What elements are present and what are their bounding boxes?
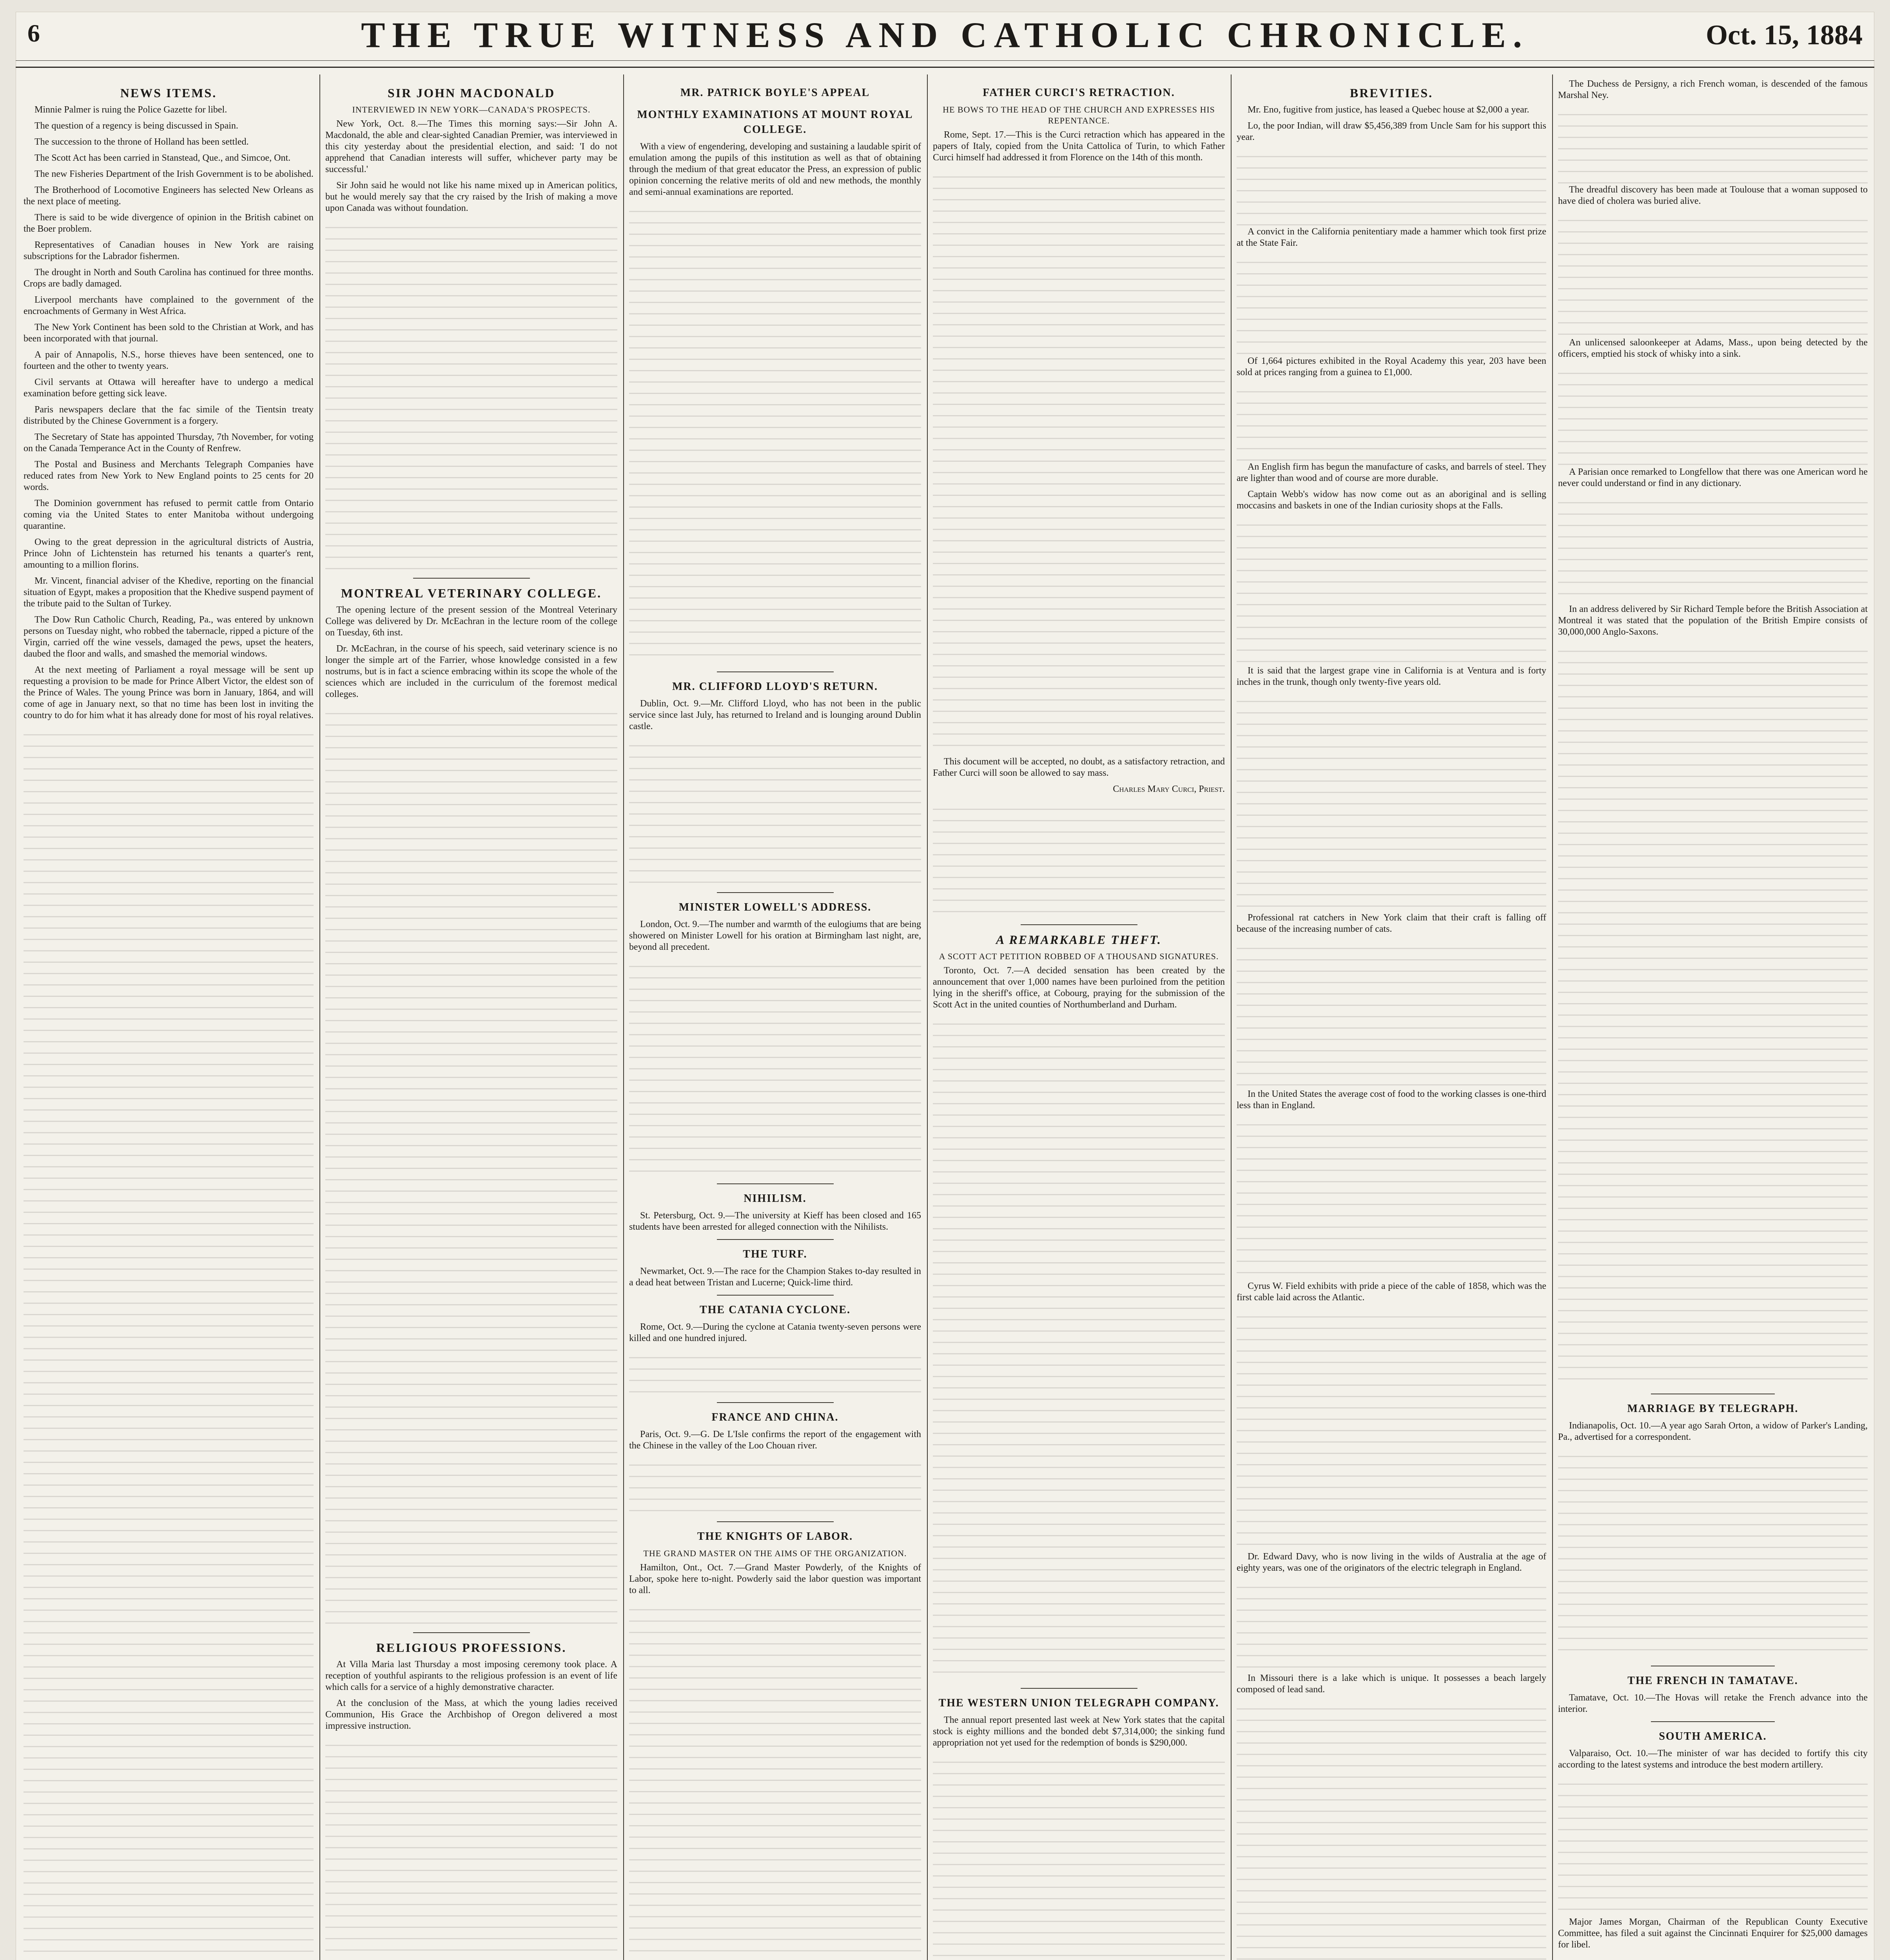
brevity-item: Dr. Edward Davy, who is now living in the wilds of Australia at the age of eighty years, was one of the originators of the electric telegraph in England.: [1237, 1552, 1546, 1573]
article-paragraph: Dr. McEachran, in the course of his speech, said veterinary science is no longer the simple art of the Farrier, whose knowledge consisted in a few nostrums, but is in fact a science embracing within its scope the whole of the sciences which are included in the curriculum of the foremost medical colleges.: [325, 644, 617, 699]
brevity-item: In Missouri there is a lake which is unique. It possesses a beach largely composed of lead sand.: [1237, 1673, 1546, 1695]
col2-subheading: INTERVIEWED IN NEW YORK—CANADA'S PROSPECTS.: [352, 105, 591, 114]
newspaper-title: THE TRUE WITNESS AND CATHOLIC CHRONICLE.: [361, 15, 1529, 55]
brevity-item: Mr. Eno, fugitive from justice, has leased a Quebec house at $2,000 a year.: [1248, 105, 1529, 115]
column-1: [24, 78, 314, 1960]
column-text-continuation: [325, 705, 617, 1626]
column-text-continuation: [1558, 1775, 1868, 1916]
col1-heading: NEWS ITEMS.: [120, 86, 217, 100]
section-separator: [717, 1402, 834, 1403]
column-text-continuation: [1558, 494, 1868, 604]
newspaper-page: [16, 12, 1874, 1960]
column-4: [933, 78, 1225, 1960]
brevity-item: In the United States the average cost of food to the working classes is one-third less than in England.: [1237, 1089, 1546, 1111]
column-text-continuation: [1237, 1308, 1546, 1551]
col3-subheading: MONTHLY EXAMINATIONS AT MOUNT ROYAL COLLEGE.: [637, 109, 913, 136]
column-text-continuation: [629, 737, 921, 886]
column-text-continuation: [933, 1015, 1225, 1682]
column-text-continuation: [1558, 365, 1868, 466]
brevity-item: An unlicensed saloonkeeper at Adams, Mass., upon being detected by the officers, emptied his stock of whisky into a sink.: [1558, 338, 1868, 359]
col3-heading-2: MR. CLIFFORD LLOYD'S RETURN.: [672, 681, 878, 693]
col2-heading: SIR JOHN MACDONALD: [387, 86, 555, 100]
article-paragraph: Rome, Sept. 17.—This is the Curci retraction which has appeared in the papers of Italy, copied from the Unita Cattolica of Turin, to which Father Curci himself had addressed it from Florence on the 14th of this month.: [933, 130, 1225, 163]
news-item: The Dominion government has refused to permit cattle from Ontario coming via the United States to enter Manitoba without undergoing quarantine.: [24, 498, 314, 531]
section-separator: [1021, 1688, 1137, 1689]
col6-heading: MARRIAGE BY TELEGRAPH.: [1627, 1403, 1799, 1415]
column-text-continuation: [1237, 254, 1546, 356]
column-text-continuation: [1237, 148, 1546, 226]
article-paragraph: With a view of engendering, developing and sustaining a laudable spirit of emulation among the pupils of this institution as well as that of obtaining through the medium of that great educator the Press, an expression of public opinion concerning the relative merits of old and new methods, the monthly and semi-annual examinations are reported.: [629, 142, 921, 197]
col5-heading: BREVITIES.: [1349, 86, 1433, 100]
column-text-continuation: [1237, 1116, 1546, 1281]
news-item: The drought in North and South Carolina has continued for three months. Crops are badly damaged.: [24, 267, 314, 289]
col3-heading-4: NIHILISM.: [744, 1192, 807, 1205]
column-divider: [1552, 74, 1553, 1960]
column-text-continuation: [629, 1456, 921, 1515]
article-paragraph: At Villa Maria last Thursday a most imposing ceremony took place. A reception of youthful aspirants to the religious profession is an event of life which calls for a service of a highly demonstrative character.: [325, 1659, 617, 1692]
news-item: Mr. Vincent, financial adviser of the Khedive, reporting on the financial situation of Egypt, makes a proposition that the Khedive suspend payment of the tribute paid to the Sultan of Turkey.: [24, 576, 314, 609]
column-3: [629, 78, 921, 1960]
col4-subheading: HE BOWS TO THE HEAD OF THE CHURCH AND EXPRESSES HIS REPENTANCE.: [943, 105, 1215, 125]
brevity-item: A convict in the California penitentiary made a hammer which took first prize at the State Fair.: [1237, 227, 1546, 248]
brevity-item: Captain Webb's widow has now come out as an aboriginal and is selling moccasins and baskets in one of the Indian curiosity shops at the Falls.: [1237, 489, 1546, 511]
col3-heading-7: FRANCE AND CHINA.: [711, 1411, 839, 1423]
news-item: The Dow Run Catholic Church, Reading, Pa., was entered by unknown persons on Tuesday night, who robbed the tabernacle, ripped a picture of the Virgin, carried off the wine vessels, damaged the pews, upset the heaters, daubed the floor and walls, and smashed the memorial windows.: [24, 615, 314, 659]
col3-heading: MR. PATRICK BOYLE'S APPEAL: [680, 87, 870, 99]
col3-heading-5: THE TURF.: [743, 1248, 807, 1260]
column-text-continuation: [1237, 1700, 1546, 1960]
col6-heading-3: SOUTH AMERICA.: [1659, 1730, 1767, 1742]
news-item: Representatives of Canadian houses in New York are raising subscriptions for the Labrador fishermen.: [24, 240, 314, 261]
column-text-continuation: [1558, 212, 1868, 337]
news-item: The new Fisheries Department of the Irish Government is to be abolished.: [34, 169, 314, 179]
column-divider: [927, 74, 928, 1960]
brevity-item: A Parisian once remarked to Longfellow that there was one American word he never could understand or find in any dictionary.: [1558, 467, 1868, 488]
brevity-item: Professional rat catchers in New York claim that their craft is falling off because of the increasing number of cats.: [1237, 913, 1546, 934]
article-paragraph: Dublin, Oct. 9.—Mr. Clifford Lloyd, who has not been in the public service since last July, has returned to Ireland and is lounging around Dublin castle.: [629, 699, 921, 731]
column-6: [1558, 78, 1868, 1960]
column-text-continuation: [1558, 106, 1868, 184]
column-text-continuation: [1237, 693, 1546, 912]
column-text-continuation: [1237, 383, 1546, 461]
article-paragraph: Rome, Oct. 9.—During the cyclone at Catania twenty-seven persons were killed and one hundred injured.: [629, 1322, 921, 1343]
col2-heading-3: RELIGIOUS PROFESSIONS.: [376, 1641, 567, 1655]
article-paragraph: Indianapolis, Oct. 10.—A year ago Sarah Orton, a widow of Parker's Landing, Pa., advertised for a correspondent.: [1558, 1421, 1868, 1442]
column-divider: [319, 74, 320, 1960]
col4-subheading-2: A SCOTT ACT PETITION ROBBED OF A THOUSAND SIGNATURES.: [939, 951, 1219, 961]
column-text-continuation: [629, 1601, 921, 1960]
col3-heading-6: THE CATANIA CYCLONE.: [699, 1304, 851, 1316]
article-paragraph: Toronto, Oct. 7.—A decided sensation has been created by the announcement that over 1,000 names have been purloined from the petition lying in the sheriff's office, at Cobourg, praying for the submission of the Scott Act in the united counties of Northumberland and Durham.: [933, 965, 1225, 1010]
news-item: At the next meeting of Parliament a royal message will be sent up requesting a provision to be made for Prince Albert Victor, the eldest son of the Prince of Wales. The young Prince was born in January, 1864, and will come of age in January next, so that no time has been lost in inviting the country to do for him what it has already done for most of his royal relatives.: [24, 665, 314, 720]
news-item: Liverpool merchants have complained to the government of the encroachments of Germany in West Africa.: [24, 295, 314, 316]
section-separator: [717, 1183, 834, 1184]
news-item: The Brotherhood of Locomotive Engineers has selected New Orleans as the next place of meeting.: [24, 185, 314, 207]
masthead-rule: [16, 60, 1874, 61]
col4-heading-3: THE WESTERN UNION TELEGRAPH COMPANY.: [938, 1697, 1219, 1709]
col2-heading-2: MONTREAL VETERINARY COLLEGE.: [341, 586, 602, 600]
article-paragraph: St. Petersburg, Oct. 9.—The university at Kieff has been closed and 165 students have been arrested for alleged connection with the Nihilists.: [629, 1210, 921, 1232]
column-divider: [1231, 74, 1232, 1960]
col3-subheading-8: THE GRAND MASTER ON THE AIMS OF THE ORGANIZATION.: [643, 1548, 907, 1558]
issue-date: Oct. 15, 1884: [1706, 19, 1863, 51]
news-item: Owing to the great depression in the agricultural districts of Austria, Prince John of Lichtenstein has returned his tenants a quarter's rent, amounting to a million florins.: [24, 537, 314, 570]
signature: Charles Mary Curci, Priest.: [1113, 784, 1225, 794]
column-text-continuation: [1558, 1448, 1868, 1659]
column-text-continuation: [1237, 940, 1546, 1089]
column-5: [1237, 78, 1546, 1960]
brevity-item: The Duchess de Persigny, a rich French woman, is descended of the famous Marshal Ney.: [1558, 79, 1868, 100]
section-separator: [717, 1295, 834, 1296]
brevity-item: Lo, the poor Indian, will draw $5,456,389 from Uncle Sam for his support this year.: [1237, 121, 1546, 142]
news-item: Paris newspapers declare that the fac simile of the Tientsin treaty distributed by the Chinese Government is a forgery.: [24, 405, 314, 426]
article-paragraph: Paris, Oct. 9.—G. De L'Isle confirms the report of the engagement with the Chinese in the valley of the Loo Chouan river.: [629, 1429, 921, 1451]
col6-heading-2: THE FRENCH IN TAMATAVE.: [1627, 1675, 1798, 1687]
article-paragraph: Valparaiso, Oct. 10.—The minister of war has decided to fortify this city according to the latest systems and introduce the best modern artillery.: [1558, 1748, 1868, 1770]
brevity-item: Of 1,664 pictures exhibited in the Royal Academy this year, 203 have been sold at prices ranging from a guinea to £1,000.: [1237, 356, 1546, 377]
column-text-continuation: [933, 168, 1225, 756]
masthead: [16, 12, 1874, 68]
article-paragraph: Major James Morgan, Chairman of the Republican County Executive Committee, has filed a suit against the Cincinnati Enquirer for $25,000 damages for libel.: [1558, 1917, 1868, 1950]
column-text-continuation: [1237, 516, 1546, 665]
news-item: The Postal and Business and Merchants Telegraph Companies have reduced rates from New York to New England points to 25 cents for 20 words.: [24, 459, 314, 492]
news-item: The New York Continent has been sold to the Christian at Work, and has been incorporated with that journal.: [24, 322, 314, 344]
column-divider: [623, 74, 624, 1960]
column-text-continuation: [1558, 642, 1868, 1387]
brevity-item: It is said that the largest grape vine in California is at Ventura and is forty inches in the trunk, though only twenty-five years old.: [1237, 666, 1546, 687]
news-item: The Secretary of State has appointed Thursday, 7th November, for voting on the Canada Temperance Act in the County of Renfrew.: [24, 432, 314, 454]
article-paragraph: At the conclusion of the Mass, at which the young ladies received Communion, His Grace the Archbishop of Oregon delivered a most impressive instruction.: [325, 1698, 617, 1731]
news-item: The Scott Act has been carried in Stanstead, Que., and Simcoe, Ont.: [34, 153, 291, 163]
section-separator: [717, 1521, 834, 1522]
article-paragraph: The opening lecture of the present session of the Montreal Veterinary College was delivered by Dr. McEachran in the lecture room of the college on Tuesday, 6th inst.: [325, 605, 617, 638]
section-separator: [413, 1632, 530, 1633]
news-item: The question of a regency is being discussed in Spain.: [34, 121, 238, 131]
column-text-continuation: [933, 800, 1225, 918]
column-2: [325, 78, 617, 1960]
news-item: A pair of Annapolis, N.S., horse thieves have been sentenced, one to fourteen and the other to twenty years.: [24, 350, 314, 371]
section-separator: [717, 892, 834, 893]
brevity-item: An English firm has begun the manufacture of casks, and barrels of steel. They are lighter than wood and of course are more durable.: [1237, 462, 1546, 483]
section-separator: [717, 1239, 834, 1240]
article-paragraph: Sir John said he would not like his name mixed up in American politics, but he would merely say that the cry raised by the Irish of making a move upon Canada was without foundation.: [325, 180, 617, 213]
column-text-continuation: [24, 726, 314, 1960]
column-text-continuation: [629, 1349, 921, 1396]
article-paragraph: New York, Oct. 8.—The Times this morning says:—Sir John A. Macdonald, the able and clear-sighted Canadian Premier, was interviewed in this city yesterday about the presidential election, and said: 'I do not apprehend that Canadian interests will suffer, whichever party may be successful.': [325, 119, 617, 174]
brevity-item: The dreadful discovery has been made at Toulouse that a woman supposed to have died of cholera was buried alive.: [1558, 185, 1868, 206]
brevity-item: Cyrus W. Field exhibits with pride a piece of the cable of 1858, which was the first cable laid across the Atlantic.: [1237, 1281, 1546, 1303]
section-separator: [1021, 924, 1137, 925]
article-paragraph: London, Oct. 9.—The number and warmth of the eulogiums that are being showered on Minister Lowell for his oration at Birmingham last night, are, beyond all precedent.: [629, 919, 921, 952]
brevity-item: In an address delivered by Sir Richard Temple before the British Association at Montreal it was stated that the population of the British Empire consists of 30,000,000 Anglo-Saxons.: [1558, 604, 1868, 637]
article-paragraph: Hamilton, Ont., Oct. 7.—Grand Master Powderly, of the Knights of Labor, spoke here to-night. Powderly said the labor question was important to all.: [629, 1563, 921, 1595]
column-text-continuation: [629, 958, 921, 1177]
article-paragraph: Newmarket, Oct. 9.—The race for the Champion Stakes to-day resulted in a dead heat between Tristan and Lucerne; Quick-lime third.: [629, 1266, 921, 1288]
col1-items: [24, 104, 314, 721]
article-paragraph: This document will be accepted, no doubt, as a satisfactory retraction, and Father Curci will soon be allowed to say mass.: [933, 757, 1225, 778]
col3-heading-3: MINISTER LOWELL'S ADDRESS.: [678, 901, 872, 913]
col3-heading-8: THE KNIGHTS OF LABOR.: [697, 1530, 853, 1543]
column-text-continuation: [933, 1753, 1225, 1960]
column-text-continuation: [325, 1737, 617, 1960]
news-item: Civil servants at Ottawa will hereafter have to undergo a medical examination before getting sick leave.: [24, 377, 314, 399]
page-number: 6: [27, 19, 40, 47]
section-separator: [413, 578, 530, 579]
column-text-continuation: [629, 203, 921, 665]
article-paragraph: The annual report presented last week at New York states that the capital stock is eighty millions and the bonded debt $7,314,000; the sinking fund appropriation not yet used for the redemption of bonds is $290,000.: [933, 1715, 1225, 1748]
column-text-continuation: [1237, 1579, 1546, 1673]
section-separator: [1651, 1721, 1775, 1722]
col4-heading: FATHER CURCI'S RETRACTION.: [983, 87, 1175, 99]
article-paragraph: Tamatave, Oct. 10.—The Hovas will retake the French advance into the interior.: [1558, 1693, 1868, 1714]
column-text-continuation: [1558, 1955, 1868, 1960]
section-separator: [717, 671, 834, 672]
column-text-continuation: [325, 219, 617, 572]
news-item: There is said to be wide divergence of opinion in the British cabinet on the Boer problem.: [24, 212, 314, 234]
news-item: Minnie Palmer is ruing the Police Gazette for libel.: [34, 105, 227, 115]
news-item: The succession to the throne of Holland has been settled.: [34, 137, 249, 147]
col4-heading-2: A REMARKABLE THEFT.: [996, 933, 1162, 947]
